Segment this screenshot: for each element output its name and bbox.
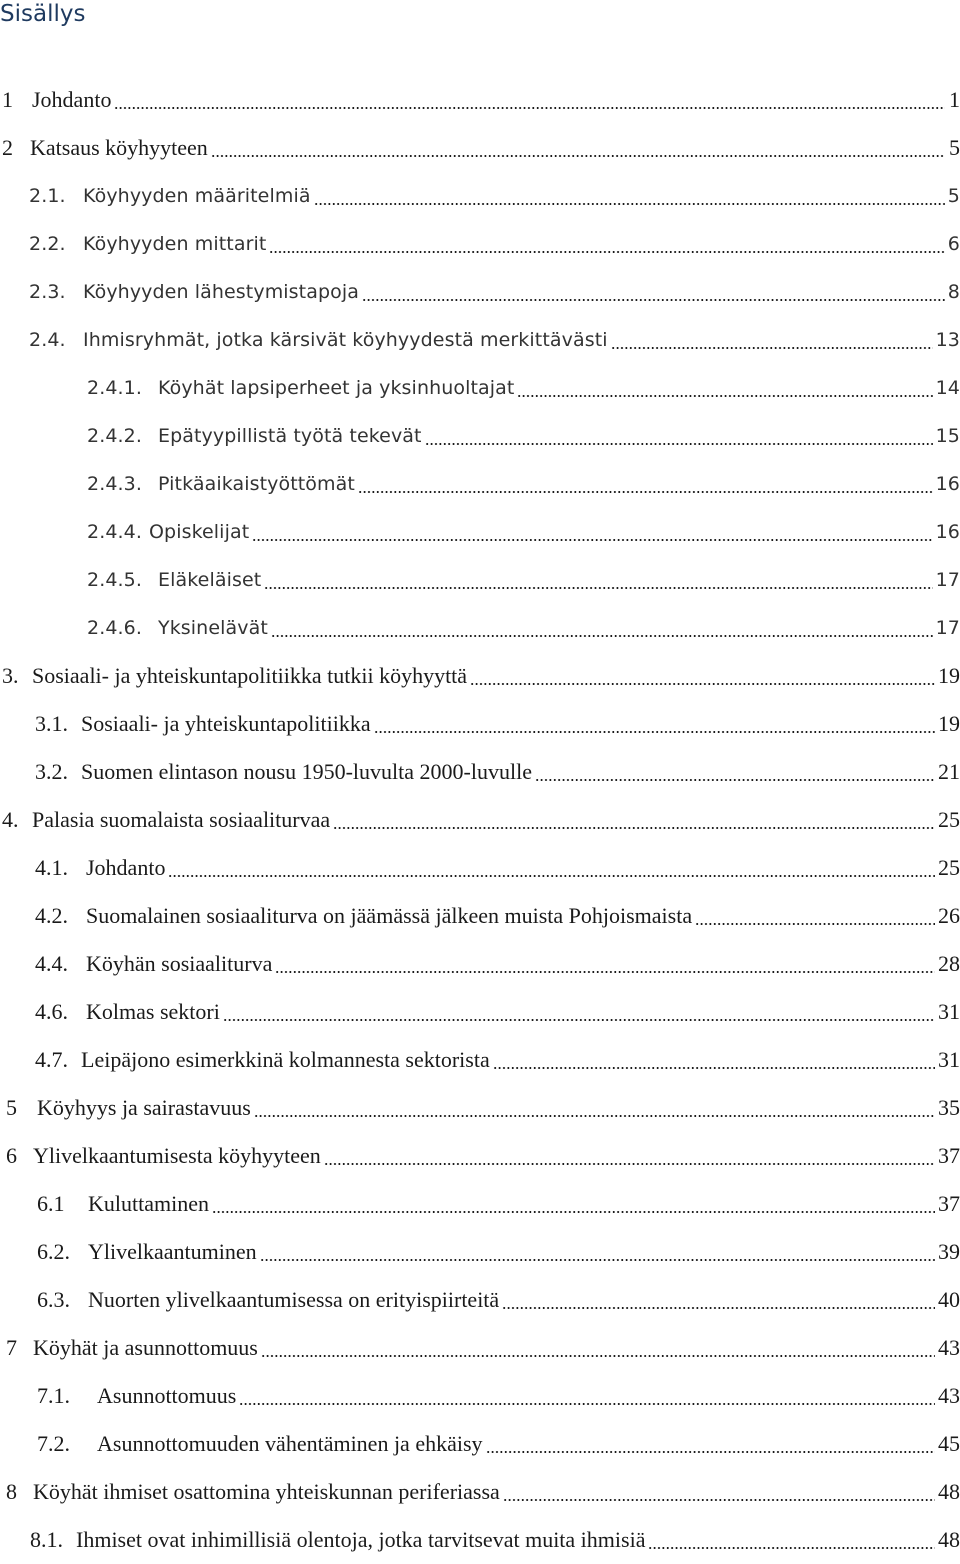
toc-entry[interactable]	[0, 508, 960, 556]
toc-entry-title: Johdanto	[32, 87, 112, 112]
toc-entry[interactable]	[0, 364, 960, 412]
dot-leader	[502, 1289, 935, 1311]
toc-entry[interactable]	[0, 700, 960, 748]
toc-entry-title: Asunnottomuus	[97, 1383, 237, 1408]
toc-entry-number: 8.1.	[30, 1527, 63, 1552]
toc-entry-title: Pitkäaikaistyöttömät	[158, 473, 355, 495]
toc-entry-number: 6	[6, 1143, 17, 1168]
toc-entry-number: 2.4.3.	[87, 473, 142, 495]
toc-entry-title: Köyhyyden mittarit	[83, 233, 267, 255]
dot-leader	[486, 1433, 935, 1455]
toc-entry-page: 5	[949, 135, 960, 160]
toc-entry-page: 16	[935, 521, 960, 543]
dot-leader	[261, 1337, 935, 1359]
toc-entry[interactable]	[0, 172, 960, 220]
toc-entry-title: Sosiaali- ja yhteiskuntapolitiikka tutkii köyhyyttä	[32, 663, 468, 688]
dot-leader	[269, 233, 944, 255]
toc-entry-page: 6	[947, 233, 960, 255]
toc-entry-number: 6.1	[37, 1191, 65, 1216]
dot-leader	[535, 761, 935, 783]
toc-entry[interactable]	[0, 1276, 960, 1324]
toc-entry-title: Köyhät lapsiperheet ja yksinhuoltajat	[158, 377, 515, 399]
toc-entry[interactable]	[0, 604, 960, 652]
toc-entry[interactable]	[0, 412, 960, 460]
dot-leader	[374, 713, 935, 735]
toc-entry-page: 17	[935, 569, 960, 591]
toc-entry-number: 7.2.	[37, 1431, 70, 1456]
dot-leader	[212, 1193, 935, 1215]
toc-entry-title: Johdanto	[86, 855, 166, 880]
toc-entry-title: Yksinelävät	[158, 617, 268, 639]
toc-entry-page: 28	[938, 951, 960, 976]
dot-leader	[168, 857, 935, 879]
toc-entry-title: Ylivelkaantuminen	[88, 1239, 257, 1264]
toc-entry-page: 43	[938, 1335, 960, 1360]
toc-entry-number: 4.6.	[35, 999, 68, 1024]
toc-entry-title: Ihmisryhmät, jotka kärsivät köyhyydestä merkittävästi	[83, 329, 608, 351]
toc-entry[interactable]	[0, 1036, 960, 1084]
toc-entry-number: 4.4.	[35, 951, 68, 976]
dot-leader	[275, 953, 935, 975]
toc-entry-title: Köyhän sosiaaliturva	[86, 951, 273, 976]
toc-entry-number: 2.1.	[29, 185, 66, 207]
toc-entry-number: 4.7.	[35, 1047, 68, 1072]
dot-leader	[503, 1481, 935, 1503]
toc-entry-number: 2.4.5.	[87, 569, 142, 591]
toc-entry-number: 3.	[2, 663, 19, 688]
toc-entry[interactable]	[0, 892, 960, 940]
dot-leader	[252, 521, 932, 543]
toc-entry-number: 7.1.	[37, 1383, 70, 1408]
toc-entry[interactable]	[0, 988, 960, 1036]
toc-entry-title: Opiskelijat	[149, 521, 250, 543]
toc-entry-page: 48	[938, 1479, 960, 1504]
toc-entry-page: 31	[938, 999, 960, 1024]
toc-entry[interactable]	[0, 1084, 960, 1132]
toc-entry-page: 37	[938, 1191, 960, 1216]
toc-entry-page: 43	[938, 1383, 960, 1408]
toc-entry-title: Nuorten ylivelkaantumisessa on erityispiirteitä	[88, 1287, 500, 1312]
toc-entry-title: Eläkeläiset	[158, 569, 262, 591]
toc-entry-title: Köyhyyden lähestymistapoja	[83, 281, 359, 303]
toc-entry[interactable]	[0, 76, 960, 124]
toc-entry[interactable]	[0, 556, 960, 604]
toc-entry-number: 6.3.	[37, 1287, 70, 1312]
dot-leader	[425, 425, 933, 447]
toc-entry-page: 37	[938, 1143, 960, 1168]
dot-leader	[648, 1529, 935, 1551]
toc-entry[interactable]	[0, 1420, 960, 1468]
toc-entry-page: 19	[938, 711, 960, 736]
toc-entry-number: 2.4.	[29, 329, 66, 351]
dot-leader	[358, 473, 933, 495]
dot-leader	[223, 1001, 935, 1023]
toc-entry-title: Kolmas sektori	[86, 999, 220, 1024]
toc-entry-page: 8	[947, 281, 960, 303]
toc-entry-page: 14	[935, 377, 960, 399]
toc-entry-number: 2.4.2.	[87, 425, 142, 447]
toc-entry-page: 26	[938, 903, 960, 928]
toc-entry[interactable]	[0, 1132, 960, 1180]
toc-entry-number: 2.4.6.	[87, 617, 142, 639]
dot-leader	[695, 905, 935, 927]
dot-leader	[264, 569, 932, 591]
toc-entry-page: 1	[949, 87, 960, 112]
toc-entry[interactable]	[0, 1180, 960, 1228]
dot-leader	[324, 1145, 935, 1167]
dot-leader	[333, 809, 935, 831]
toc-entry[interactable]	[0, 1372, 960, 1420]
toc-entry-page: 5	[947, 185, 960, 207]
toc-entry-page: 21	[938, 759, 960, 784]
dot-leader	[260, 1241, 935, 1263]
toc-entry-title: Ihmiset ovat inhimillisiä olentoja, jotka tarvitsevat muita ihmisiä	[76, 1527, 646, 1552]
dot-leader	[314, 185, 945, 207]
toc-entry[interactable]	[0, 652, 960, 700]
toc-entry-title: Epätyypillistä työtä tekevät	[158, 425, 422, 447]
dot-leader	[470, 665, 935, 687]
toc-entry-page: 39	[938, 1239, 960, 1264]
dot-leader	[239, 1385, 935, 1407]
toc-entry-title: Suomen elintason nousu 1950-luvulta 2000-luvulle	[81, 759, 532, 784]
toc-entry-number: 4.1.	[35, 855, 68, 880]
toc-entry-number: 8	[6, 1479, 17, 1504]
toc-entry[interactable]	[0, 268, 960, 316]
toc-entry[interactable]	[0, 316, 960, 364]
toc-entry-title: Köyhyyden määritelmiä	[83, 185, 311, 207]
toc-entry-title: Kuluttaminen	[88, 1191, 209, 1216]
toc-entry[interactable]	[0, 124, 960, 172]
toc-entry-page: 15	[935, 425, 960, 447]
toc-entry-page: 19	[938, 663, 960, 688]
toc-entry-title: Ylivelkaantumisesta köyhyyteen	[33, 1143, 321, 1168]
toc-entry-page: 16	[935, 473, 960, 495]
toc-heading: Sisällys	[0, 1, 86, 27]
toc-entry[interactable]	[0, 748, 960, 796]
toc-entry-title: Katsaus köyhyyteen	[30, 135, 208, 160]
toc-entry-number: 2.4.4.	[87, 521, 142, 543]
toc-entry-title: Köyhät ja asunnottomuus	[33, 1335, 258, 1360]
toc-entry-title: Sosiaali- ja yhteiskuntapolitiikka	[81, 711, 371, 736]
dot-leader	[271, 617, 933, 639]
toc-entry-number: 2.3.	[29, 281, 66, 303]
toc-entry[interactable]	[0, 1516, 960, 1564]
toc-entry-number: 4.	[2, 807, 19, 832]
toc-entry-title: Asunnottomuuden vähentäminen ja ehkäisy	[97, 1431, 483, 1456]
toc-entry-page: 45	[938, 1431, 960, 1456]
toc-entry-number: 7	[6, 1335, 17, 1360]
toc-entry-title: Köyhyys ja sairastavuus	[37, 1095, 251, 1120]
toc-entry[interactable]	[0, 1228, 960, 1276]
toc-entry-page: 48	[938, 1527, 960, 1552]
toc-entry-page: 35	[938, 1095, 960, 1120]
toc-entry[interactable]	[0, 220, 960, 268]
toc-entry-page: 13	[935, 329, 960, 351]
dot-leader	[362, 281, 945, 303]
dot-leader	[114, 89, 945, 111]
toc-entry-page: 25	[938, 807, 960, 832]
toc-entry-title: Palasia suomalaista sosiaaliturvaa	[32, 807, 331, 832]
toc-entry-number: 3.2.	[35, 759, 68, 784]
toc-entry-number: 6.2.	[37, 1239, 70, 1264]
toc-entry[interactable]	[0, 796, 960, 844]
toc-entry-title: Köyhät ihmiset osattomina yhteiskunnan periferiassa	[33, 1479, 500, 1504]
toc-entry[interactable]	[0, 844, 960, 892]
toc-entry-number: 3.1.	[35, 711, 68, 736]
toc-entry-number: 5	[6, 1095, 17, 1120]
toc-entry-page: 25	[938, 855, 960, 880]
dot-leader	[611, 329, 933, 351]
toc-entry-page: 17	[935, 617, 960, 639]
toc-entry-number: 1	[2, 87, 13, 112]
dot-leader	[254, 1097, 935, 1119]
dot-leader	[211, 137, 945, 159]
toc-entry-title: Leipäjono esimerkkinä kolmannesta sektorista	[81, 1047, 490, 1072]
dot-leader	[517, 377, 932, 399]
dot-leader	[493, 1049, 935, 1071]
table-of-contents	[0, 76, 960, 1564]
toc-entry[interactable]	[0, 460, 960, 508]
toc-entry[interactable]	[0, 1324, 960, 1372]
toc-entry[interactable]	[0, 1468, 960, 1516]
toc-entry-page: 31	[938, 1047, 960, 1072]
toc-entry-number: 2	[2, 135, 13, 160]
toc-entry-page: 40	[938, 1287, 960, 1312]
toc-entry[interactable]	[0, 940, 960, 988]
toc-entry-number: 4.2.	[35, 903, 68, 928]
toc-entry-number: 2.4.1.	[87, 377, 142, 399]
toc-entry-title: Suomalainen sosiaaliturva on jäämässä jälkeen muista Pohjoismaista	[86, 903, 693, 928]
toc-entry-number: 2.2.	[29, 233, 66, 255]
